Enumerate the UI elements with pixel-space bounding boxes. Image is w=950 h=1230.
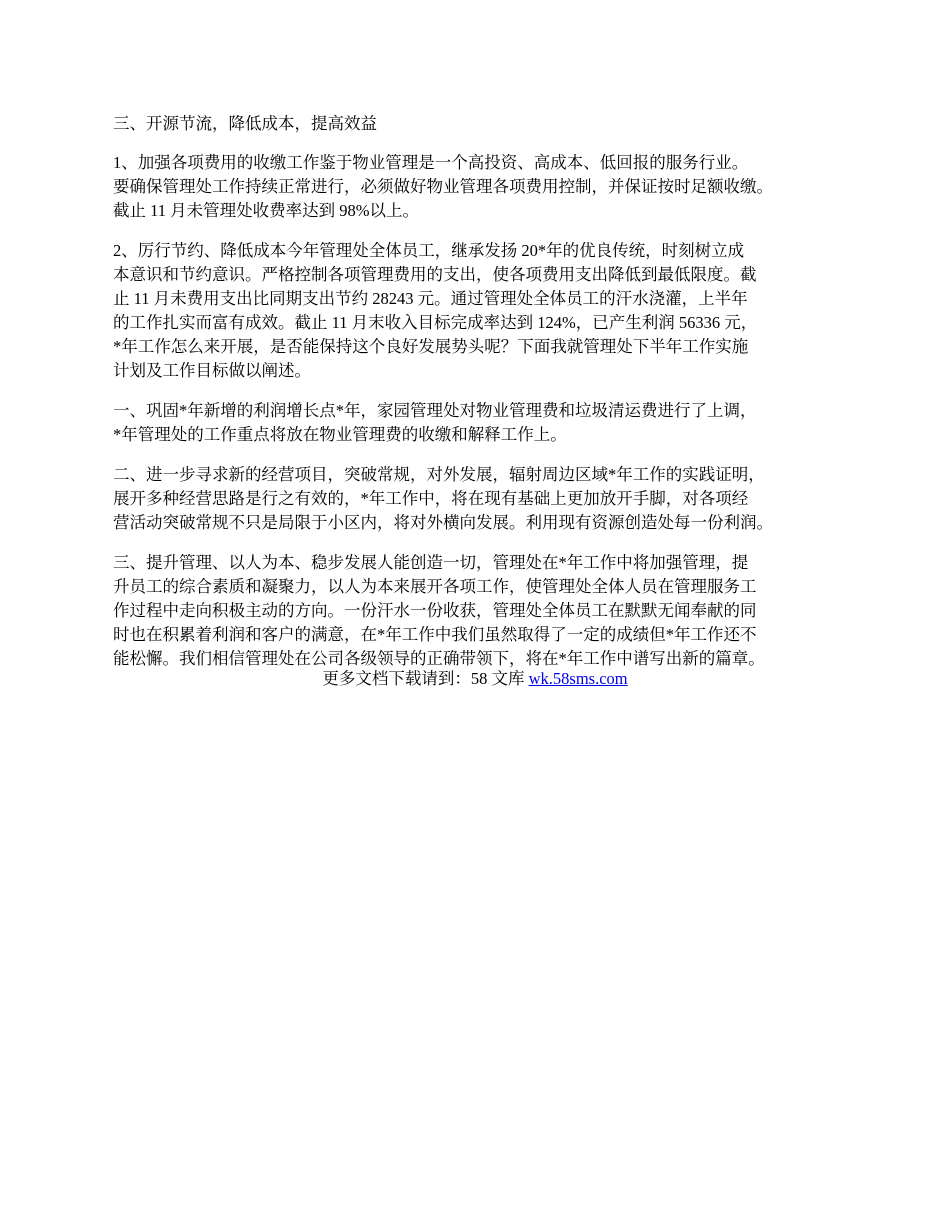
text-line: 作过程中走向积极主动的方向。一份汗水一份收获，管理处全体员工在默默无闻奉献的同 <box>113 601 757 620</box>
paragraph-fee-collection <box>113 151 853 223</box>
text-line: 能松懈。我们相信管理处在公司各级领导的正确带领下，将在*年工作中谱写出新的篇章。 <box>113 649 765 668</box>
paragraph-new-business <box>113 463 853 535</box>
text-line: 展开多种经营思路是行之有效的，*年工作中，将在现有基础上更加放开手脚，对各项经 <box>113 489 749 508</box>
text-line: 升员工的综合素质和凝聚力，以人为本来展开各项工作，使管理处全体人员在管理服务工 <box>113 577 757 596</box>
footer-text: 更多文档下载请到：58 文库 <box>322 669 529 688</box>
paragraph-cost-saving <box>113 239 853 383</box>
download-footer <box>0 667 950 691</box>
section-heading: 三、开源节流，降低成本，提高效益 <box>113 114 377 133</box>
text-line: 截止 11 月未管理处收费率达到 98%以上。 <box>113 201 420 220</box>
paragraph-profit-growth <box>113 399 853 447</box>
text-line: 本意识和节约意识。严格控制各项管理费用的支出，使各项费用支出降低到最低限度。截 <box>113 265 757 284</box>
text-line: 的工作扎实而富有成效。截止 11 月末收入目标完成率达到 124%，已产生利润 56336 元， <box>113 313 758 332</box>
text-line: 一、巩固*年新增的利润增长点*年，家园管理处对物业管理费和垃圾清运费进行了上调， <box>113 401 757 420</box>
footer-link[interactable]: wk.58sms.com <box>528 669 628 688</box>
text-line: *年管理处的工作重点将放在物业管理费的收缴和解释工作上。 <box>113 425 567 444</box>
text-line: 止 11 月未费用支出比同期支出节约 28243 元。通过管理处全体员工的汗水浇灌，上半年 <box>113 289 748 308</box>
text-line: 要确保管理处工作持续正常进行，必须做好物业管理各项费用控制，并保证按时足额收缴。 <box>113 177 773 196</box>
text-line: 时也在积累着利润和客户的满意，在*年工作中我们虽然取得了一定的成绩但*年工作还不 <box>113 625 757 644</box>
document-page <box>113 112 853 687</box>
text-line: 1、加强各项费用的收缴工作鉴于物业管理是一个高投资、高成本、低回报的服务行业。 <box>113 153 749 172</box>
text-line: 2、厉行节约、降低成本今年管理处全体员工，继承发扬 20*年的优良传统，时刻树立成 <box>113 241 745 260</box>
text-line: *年工作怎么来开展，是否能保持这个良好发展势头呢？下面我就管理处下半年工作实施 <box>113 337 749 356</box>
text-line: 计划及工作目标做以阐述。 <box>113 361 311 380</box>
paragraph-management <box>113 551 853 671</box>
text-line: 三、提升管理、以人为本、稳步发展人能创造一切，管理处在*年工作中将加强管理，提 <box>113 553 749 572</box>
text-line: 二、进一步寻求新的经营项目，突破常规，对外发展，辐射周边区域*年工作的实践证明， <box>113 465 765 484</box>
text-line: 营活动突破常规不只是局限于小区内，将对外横向发展。利用现有资源创造处每一份利润。 <box>113 513 773 532</box>
